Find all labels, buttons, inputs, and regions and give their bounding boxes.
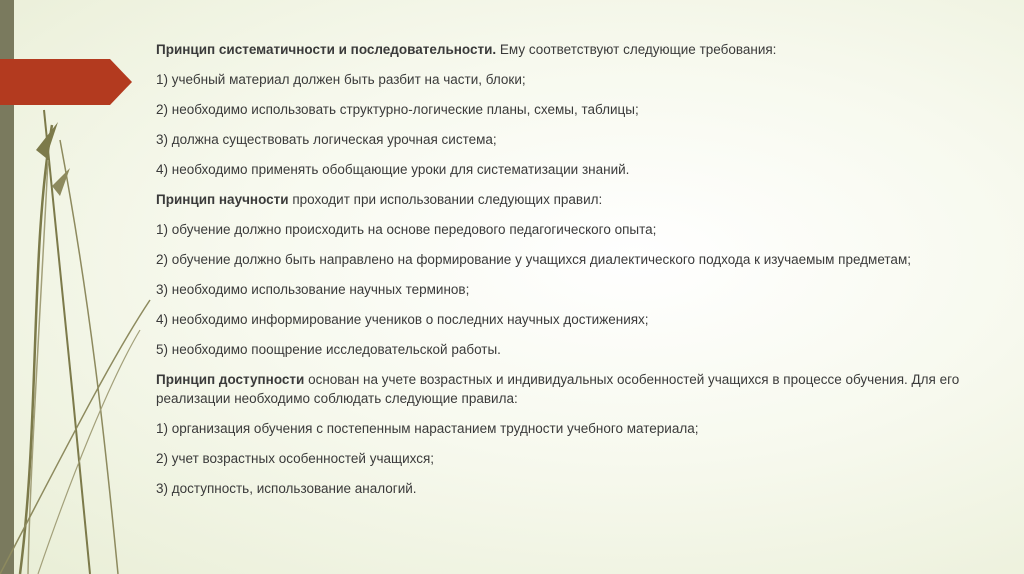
paragraph-text: 1) организация обучения с постепенным нарастанием трудности учебного материала; bbox=[156, 421, 699, 436]
paragraph bbox=[156, 419, 976, 438]
paragraph bbox=[156, 220, 976, 239]
paragraph bbox=[156, 70, 976, 89]
paragraph bbox=[156, 100, 976, 119]
paragraph bbox=[156, 280, 976, 299]
paragraph bbox=[156, 40, 976, 59]
principle-heading: Принцип систематичности и последовательности. bbox=[156, 42, 497, 57]
paragraph bbox=[156, 449, 976, 468]
paragraph-text: 2) обучение должно быть направлено на формирование у учащихся диалектического подхода к изучаемым предметам; bbox=[156, 252, 911, 267]
principle-heading: Принцип научности bbox=[156, 192, 289, 207]
slide-content bbox=[156, 40, 976, 509]
paragraph-text: 2) необходимо использовать структурно-логические планы, схемы, таблицы; bbox=[156, 102, 639, 117]
paragraph-text: основан на учете возрастных и индивидуальных особенностей учащихся в процессе обучения. Для его реализации необходимо соблюдать следующие правила: bbox=[156, 372, 960, 406]
paragraph bbox=[156, 190, 976, 209]
paragraph-text: 3) доступность, использование аналогий. bbox=[156, 481, 417, 496]
paragraph-text: 1) учебный материал должен быть разбит на части, блоки; bbox=[156, 72, 526, 87]
principle-heading: Принцип доступности bbox=[156, 372, 305, 387]
paragraph-text: проходит при использовании следующих правил: bbox=[288, 192, 603, 207]
paragraph-text: 3) необходимо использование научных терминов; bbox=[156, 282, 470, 297]
paragraph-text: 1) обучение должно происходить на основе передового педагогического опыта; bbox=[156, 222, 657, 237]
paragraph bbox=[156, 130, 976, 149]
red-arrow-shape bbox=[0, 59, 132, 105]
paragraph-text: 5) необходимо поощрение исследовательской работы. bbox=[156, 342, 501, 357]
paragraph bbox=[156, 370, 976, 408]
paragraph-text: 3) должна существовать логическая урочная система; bbox=[156, 132, 497, 147]
paragraph-text: 2) учет возрастных особенностей учащихся; bbox=[156, 451, 435, 466]
paragraph-text: Ему соответствуют следующие требования: bbox=[496, 42, 777, 57]
paragraph-text: 4) необходимо применять обобщающие уроки для систематизации знаний. bbox=[156, 162, 630, 177]
paragraph bbox=[156, 310, 976, 329]
paragraph bbox=[156, 479, 976, 498]
paragraph bbox=[156, 340, 976, 359]
paragraph-text: 4) необходимо информирование учеников о последних научных достижениях; bbox=[156, 312, 649, 327]
paragraph bbox=[156, 160, 976, 179]
paragraph bbox=[156, 250, 976, 269]
